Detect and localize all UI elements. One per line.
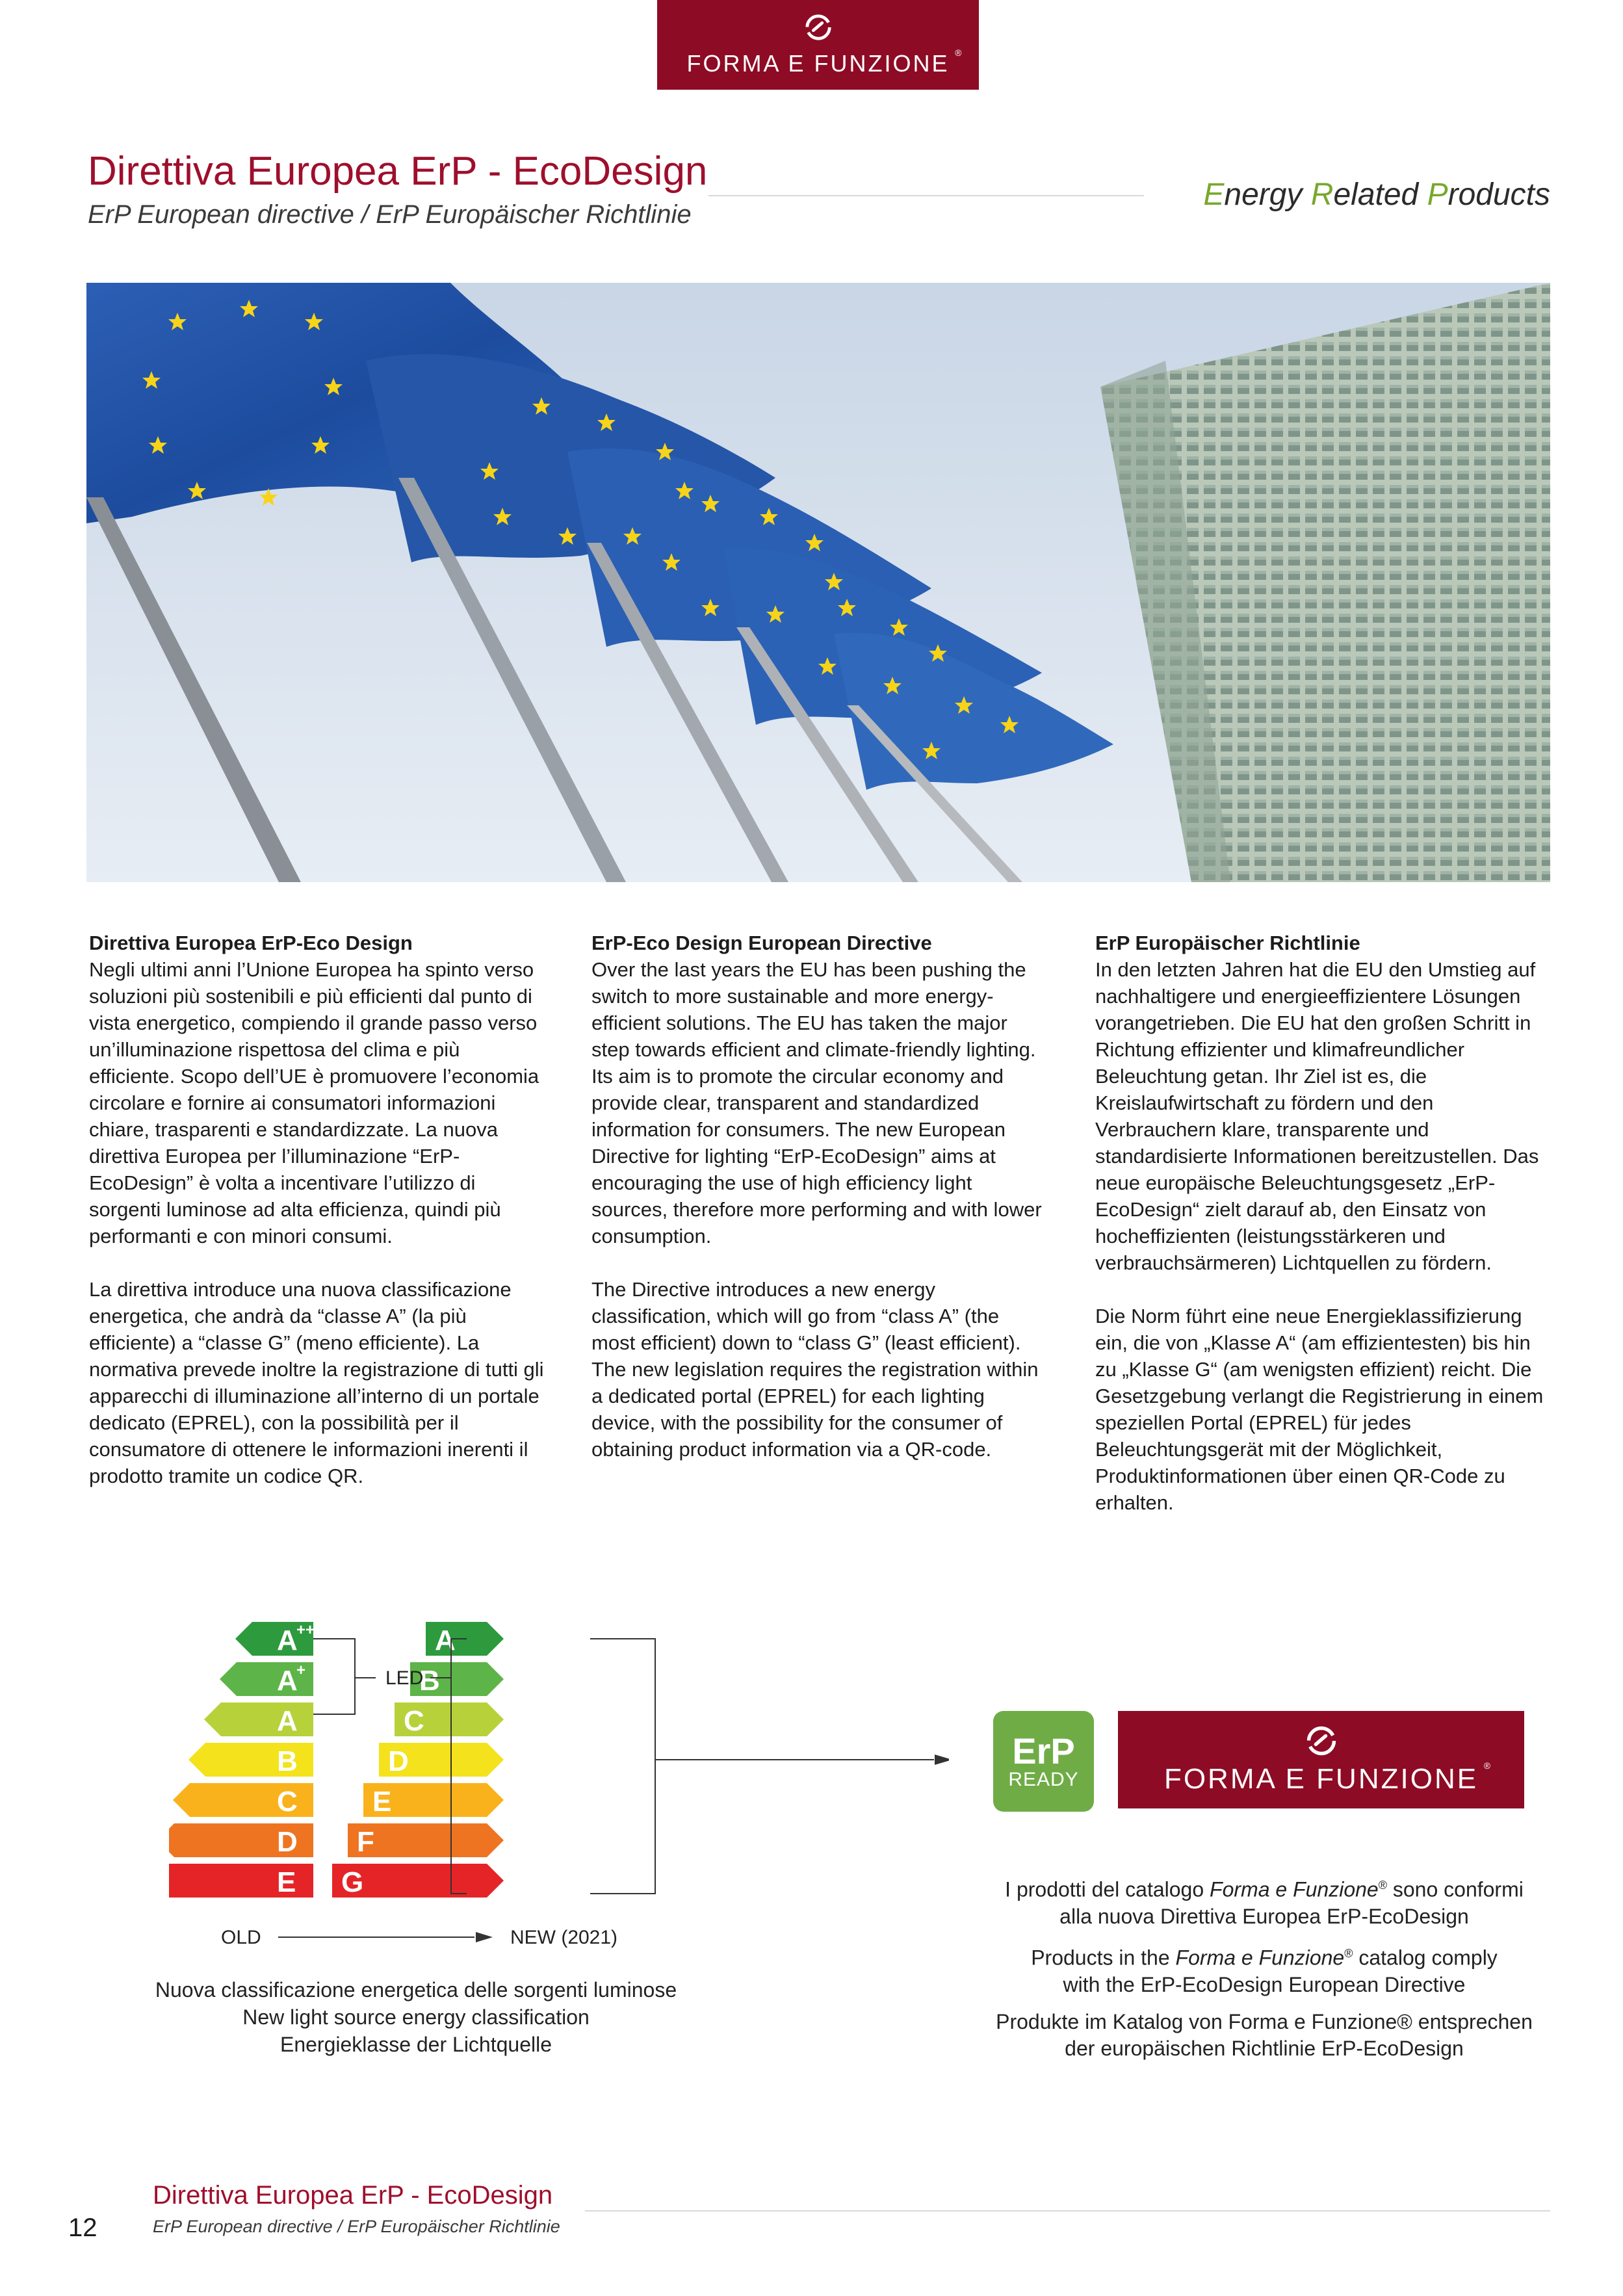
- brand-name: FORMA E FUNZIONE ®: [686, 47, 964, 77]
- class-letter: D: [388, 1745, 409, 1777]
- new-class-c: [395, 1702, 504, 1737]
- old-new-arrow-head: [476, 1932, 493, 1942]
- class-letter: E: [372, 1786, 392, 1818]
- old-class-b: [188, 1743, 313, 1777]
- new-bracket-line: [451, 1639, 934, 1894]
- new-class-b: [410, 1662, 504, 1697]
- new-class-f: [348, 1823, 504, 1858]
- column-paragraph: Die Norm führt eine neue Energieklassifizierung ein, die von „Klasse A“ (am effizientesten) bis hin zu „Klasse G“ (am wenigsten effizient) reicht. Die Gesetzgebung verlangt die Registrierung in einem speziellen Portal (EPREL) für jedes Beleuchtungsgerät mit der Möglichkeit, Produktinformationen über einen QR-Code zu erhalten.: [1095, 1305, 1544, 1514]
- footer-title: Direttiva Europea ErP - EcoDesign: [153, 2181, 553, 2210]
- class-letter: C: [277, 1786, 298, 1818]
- column-german: [1095, 930, 1550, 1516]
- diagram-caption: [123, 1976, 708, 2058]
- class-letter: A: [277, 1665, 298, 1697]
- class-letter: A: [277, 1624, 298, 1656]
- new-class-e: [363, 1783, 504, 1818]
- eu-flags-photo: [86, 283, 1550, 882]
- column-heading: Direttiva Europea ErP-Eco Design: [89, 932, 413, 954]
- class-letter: D: [277, 1826, 298, 1858]
- page-subtitle: ErP European directive / ErP Europäischer Richtlinie: [88, 200, 692, 229]
- conformity-german: Produkte im Katalog von Forma e Funzione® entsprechen der europäischen Richtlinie ErP-EcoDesign: [996, 2010, 1533, 2060]
- class-letter: B: [277, 1745, 298, 1777]
- column-italian: [89, 930, 544, 1489]
- led-label: LED: [385, 1667, 424, 1689]
- column-paragraph: In den letzten Jahren hat die EU den Umstieg auf nachhaltigere und energieeffizientere Lösungen vorangetrieben. Die EU hat den großen Schritt in Richtung effizienter und klimafreundlicher Beleuchtung getan. Ihr Ziel ist es, die Kreislaufwirtschaft zu fördern und den Verbrauchern klare, transparente und standardisierte Informationen bereitzustellen. Das neue europäische Beleuchtungsgesetz „ErP-EcoDesign“ zielt darauf ab, den Einsatz von hocheffizienten (leistungsstärkeren und verbrauchsärmeren) Lichtquellen zu fördern.: [1095, 958, 1539, 1274]
- erp-badge-sub: READY: [1008, 1768, 1079, 1790]
- old-class-e: [169, 1864, 313, 1898]
- old-class-a-plus: [220, 1662, 313, 1697]
- heading-divider: [708, 195, 1144, 196]
- column-heading: ErP-Eco Design European Directive: [591, 932, 932, 954]
- class-letter: A: [435, 1624, 456, 1656]
- conformity-italian: I prodotti del catalogo Forma e Funzione® sono conformi alla nuova Direttiva Europea ErP-EcoDesign: [1005, 1877, 1524, 1928]
- page-title: Direttiva Europea ErP - EcoDesign: [88, 149, 708, 194]
- class-letter: C: [404, 1705, 424, 1737]
- class-superscript: +: [296, 1662, 306, 1679]
- class-letter: F: [357, 1826, 374, 1858]
- class-letter: A: [277, 1705, 298, 1737]
- old-class-c: [173, 1783, 313, 1818]
- new-class-d: [379, 1743, 504, 1777]
- page-number: 12: [68, 2213, 97, 2242]
- caption-english: New light source energy classification: [242, 2005, 590, 2029]
- class-letter: B: [419, 1665, 440, 1697]
- old-class-a: [204, 1702, 313, 1737]
- old-class-d: [169, 1823, 313, 1858]
- column-paragraph: The Directive introduces a new energy classification, which will go from “class A” (the most efficient) down to “class G” (least efficient). The new legislation requires the registration within a dedicated portal (EPREL) for each lighting device, with the possibility for the consumer of obtaining product information via a QR-code.: [591, 1278, 1039, 1461]
- caption-italian: Nuova classificazione energetica delle sorgenti luminose: [155, 1978, 677, 2002]
- arrow-head: [935, 1755, 949, 1765]
- brand-name: FORMA E FUNZIONE ®: [1163, 1760, 1493, 1795]
- column-paragraph: Negli ultimi anni l’Unione Europea ha spinto verso soluzioni più sostenibili e più efficienti dal punto di vista energetico, compiendo il grande passo verso un’illuminazione rispettosa del clima e più efficiente. Scopo dell’UE è promuovere l’economia circolare e fornire ai consumatori informazioni chiare, trasparenti e standardizzate. La nuova direttiva Europea per l’illuminazione “ErP-EcoDesign” è volta a incentivare l’utilizzo di sorgenti luminose ad alta efficienza, quindi più performanti e con minori consumi.: [89, 958, 539, 1247]
- brand-logo-icon: [1305, 1724, 1338, 1758]
- conformity-english: Products in the Forma e Funzione® catalog comply with the ErP-EcoDesign European Directive: [1031, 1946, 1498, 1996]
- old-class-a-plus-plus: [235, 1621, 315, 1656]
- footer-divider: [585, 2210, 1550, 2211]
- column-paragraph: Over the last years the EU has been pushing the switch to more sustainable and more energy-efficient solutions. The EU has taken the major step towards efficient and climate-friendly lighting. Its aim is to promote the circular economy and provide clear, transparent and standardized information for consumers. The new European Directive for lighting “ErP-EcoDesign” aims at encouraging the use of high efficiency light sources, therefore more performing and with lower consumption.: [591, 958, 1042, 1247]
- led-bracket-line: [313, 1639, 376, 1714]
- new-label: NEW (2021): [510, 1927, 618, 1948]
- energy-class-diagram: [169, 1615, 949, 1966]
- erp-badge-main: ErP: [1012, 1730, 1075, 1771]
- column-heading: ErP Europäischer Richtlinie: [1095, 932, 1360, 954]
- caption-german: Energieklasse der Lichtquelle: [279, 2033, 552, 2056]
- erp-tagline: Energy Related Products: [1203, 177, 1550, 212]
- hero-image: [86, 283, 1550, 882]
- class-superscript: ++: [296, 1621, 315, 1639]
- class-letter: E: [277, 1866, 296, 1898]
- footer-subtitle: ErP European directive / ErP Europäischer Richtlinie: [153, 2217, 560, 2236]
- column-paragraph: La direttiva introduce una nuova classificazione energetica, che andrà da “classe A” (la più efficiente) a “classe G” (meno efficiente). La normativa prevede inoltre la registrazione di tutti gli apparecchi di illuminazione all’interno di un portale dedicato (EPREL), con la possibilità per il consumatore di ottenere le informazioni inerenti il prodotto tramite un codice QR.: [89, 1278, 544, 1487]
- brand-header-tab: [657, 0, 979, 90]
- erp-ready-badge: [993, 1711, 1094, 1812]
- column-english: [591, 930, 1046, 1463]
- new-class-g: [332, 1864, 504, 1898]
- brand-logo-icon: [803, 12, 833, 42]
- brand-logo-box: [1118, 1711, 1524, 1808]
- class-letter: G: [341, 1866, 364, 1898]
- old-label: OLD: [221, 1927, 261, 1948]
